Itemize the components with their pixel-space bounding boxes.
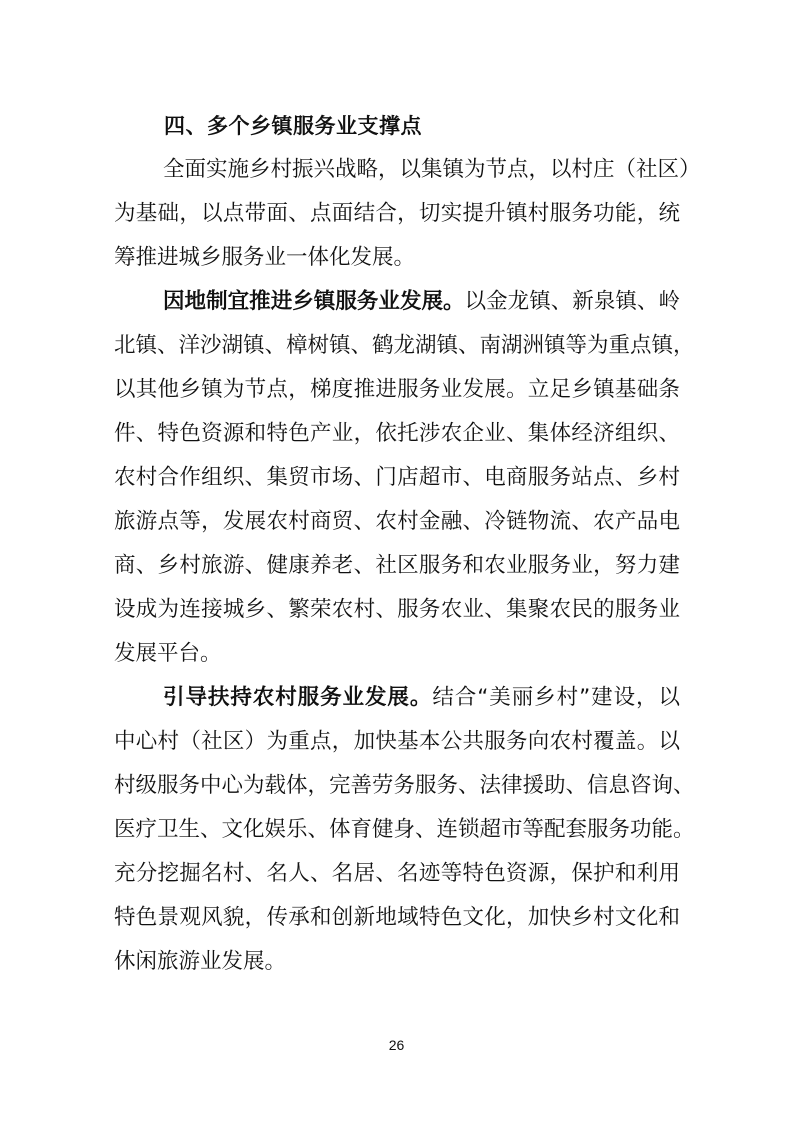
- paragraph-line: 以其他乡镇为节点，梯度推进服务业发展。立足乡镇基础条: [114, 377, 680, 402]
- section-heading: 四、多个乡镇服务业支撑点: [164, 114, 422, 138]
- paragraph-line: 村级服务中心为载体，完善劳务服务、法律援助、信息咨询、: [114, 773, 695, 798]
- paragraph-line: 北镇、洋沙湖镇、樟树镇、鹤龙湖镇、南湖洲镇等为重点镇，: [114, 333, 695, 358]
- paragraph-line: 旅游点等，发展农村商贸、农村金融、冷链物流、农产品电: [114, 509, 680, 534]
- paragraph-line: 商、乡村旅游、健康养老、社区服务和农业服务业，努力建: [114, 553, 680, 578]
- paragraph-line: 充分挖掘名村、名人、名居、名迹等特色资源，保护和利用: [114, 861, 680, 886]
- paragraph-line: 设成为连接城乡、繁荣农村、服务农业、集聚农民的服务业: [114, 597, 680, 622]
- paragraph-lead: 引导扶持农村服务业发展。: [163, 685, 433, 710]
- paragraph-line: 为基础，以点带面、点面结合，切实提升镇村服务功能，统: [114, 201, 680, 226]
- paragraph-line: 医疗卫生、文化娱乐、体育健身、连锁超市等配套服务功能。: [114, 817, 695, 842]
- paragraph-line: 发展平台。: [114, 641, 222, 666]
- paragraph-line: 休闲旅游业发展。: [114, 949, 287, 974]
- paragraph-line: 全面实施乡村振兴战略，以集镇为节点，以村庄（社区）: [163, 157, 701, 182]
- paragraph-lead-rest: 结合“美丽乡村”建设，以: [432, 685, 680, 710]
- paragraph-line: 中心村（社区）为重点，加快基本公共服务向农村覆盖。以: [114, 729, 680, 754]
- paragraph-first-line: [163, 680, 680, 716]
- page-number: 26: [388, 1037, 405, 1053]
- paragraph-line: 特色景观风貌，传承和创新地域特色文化，加快乡村文化和: [114, 905, 680, 930]
- paragraph-first-line: [163, 284, 680, 320]
- paragraph-lead: 因地制宜推进乡镇服务业发展。: [163, 289, 465, 314]
- paragraph-line: 筹推进城乡服务业一体化发展。: [114, 245, 416, 270]
- paragraph-line: 农村合作组织、集贸市场、门店超市、电商服务站点、乡村: [114, 465, 680, 490]
- paragraph-line: 件、特色资源和特色产业，依托涉农企业、集体经济组织、: [114, 421, 680, 446]
- paragraph-lead-rest: 以金龙镇、新泉镇、岭: [464, 289, 680, 314]
